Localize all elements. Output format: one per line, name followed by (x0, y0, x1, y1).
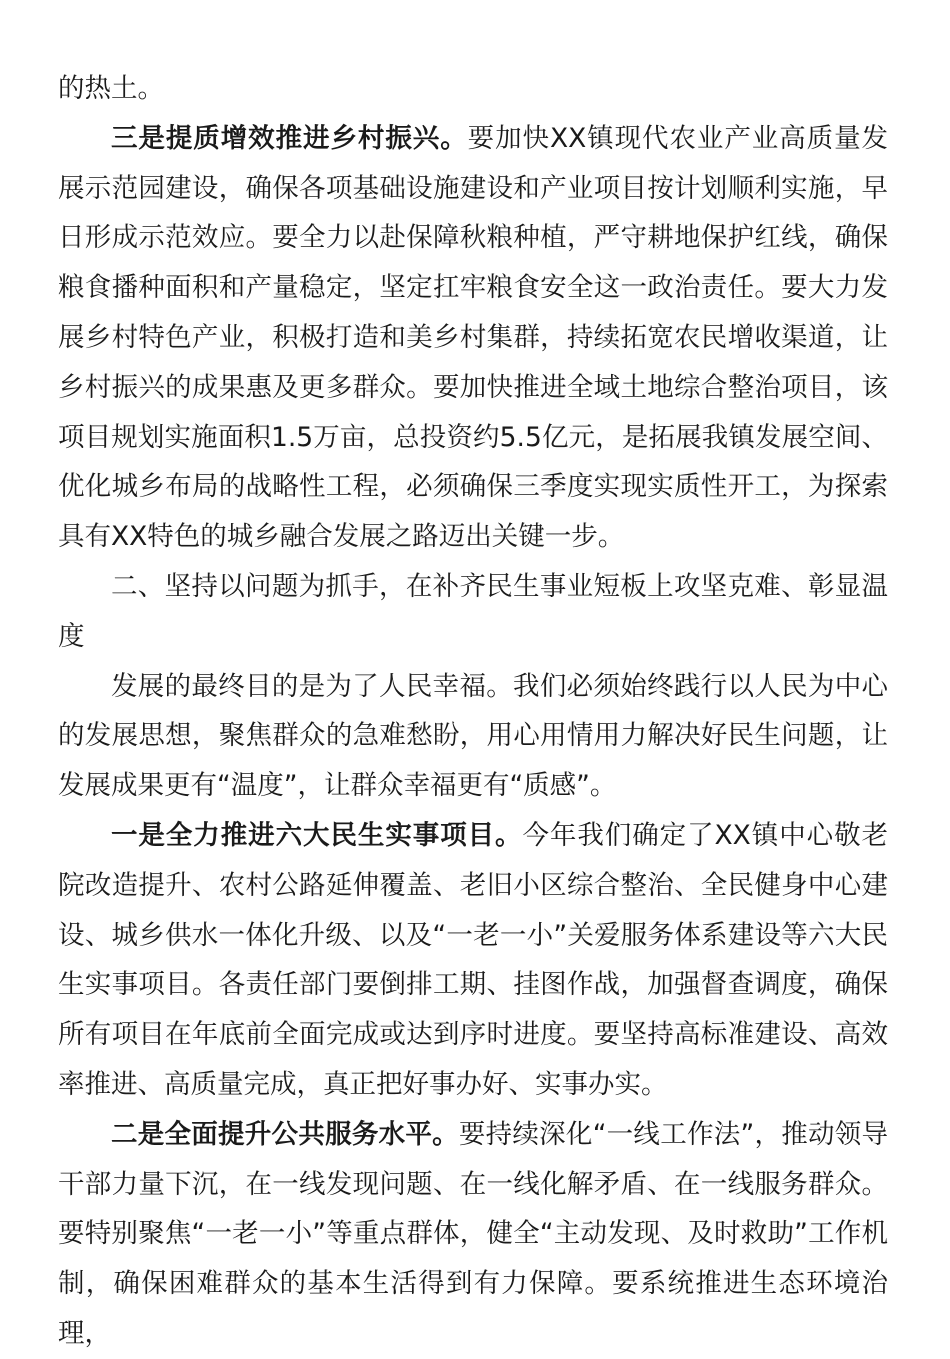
paragraph-lead-heading: 二是全面提升公共服务水平。 (111, 1118, 459, 1150)
paragraph-text: 的热土。 (58, 73, 164, 104)
section-heading-two (58, 562, 888, 662)
document-page (58, 64, 888, 1359)
paragraph-public-services (58, 1110, 888, 1359)
paragraph-continuation (58, 64, 888, 114)
paragraph-text: 要加快XX镇现代农业产业高质量发展示范园建设，确保各项基础设施建设和产业项目按计划顺利实施，早日形成示范效应。要全力以赴保障秋粮种植，严守耕地保护红线，确保粮食播种面积和产量稳定，坚定扛牢粮食安全这一政治责任。要大力发展乡村特色产业，积极打造和美乡村集群，持续拓宽农民增收渠道，让乡村振兴的成果惠及更多群众。要加快推进全域土地综合整治项目，该项目规划实施面积1.5万亩，总投资约5.5亿元，是拓展我镇发展空间、优化城乡布局的战略性工程，必须确保三季度实现实质性开工，为探索具有XX特色的城乡融合发展之路迈出关键一步。 (58, 122, 889, 553)
paragraph-lead-heading: 三是提质增效推进乡村振兴。 (111, 122, 468, 154)
paragraph-text: 要持续深化“一线工作法”，推动领导干部力量下沉，在一线发现问题、在一线化解矛盾、在一线服务群众。要特别聚焦“一老一小”等重点群体，健全“主动发现、及时救助”工作机制，确保困难群众的基本生活得到有力保障。要系统推进生态环境治理， (58, 1118, 889, 1349)
paragraph-livelihood-projects (58, 811, 888, 1110)
paragraph-text: 今年我们确定了XX镇中心敬老院改造提升、农村公路延伸覆盖、老旧小区综合整治、全民健身中心建设、城乡供水一体化升级、以及“一老一小”关爱服务体系建设等六大民生实事项目。各责任部门要倒排工期、挂图作战，加强督查调度，确保所有项目在年底前全面完成或达到序时进度。要坚持高标准建设、高效率推进、高质量完成，真正把好事办好、实事办实。 (58, 819, 889, 1100)
paragraph-rural-revitalization (58, 114, 888, 562)
paragraph-intro (58, 662, 888, 811)
paragraph-lead-heading: 一是全力推进六大民生实事项目。 (111, 819, 523, 851)
paragraph-text: 发展的最终目的是为了人民幸福。我们必须始终践行以人民为中心的发展思想，聚焦群众的急难愁盼，用心用情用力解决好民生问题，让发展成果更有“温度”，让群众幸福更有“质感”。 (58, 670, 888, 802)
section-heading-text: 二、坚持以问题为抓手，在补齐民生事业短板上攻坚克难、彰显温度 (58, 570, 888, 652)
